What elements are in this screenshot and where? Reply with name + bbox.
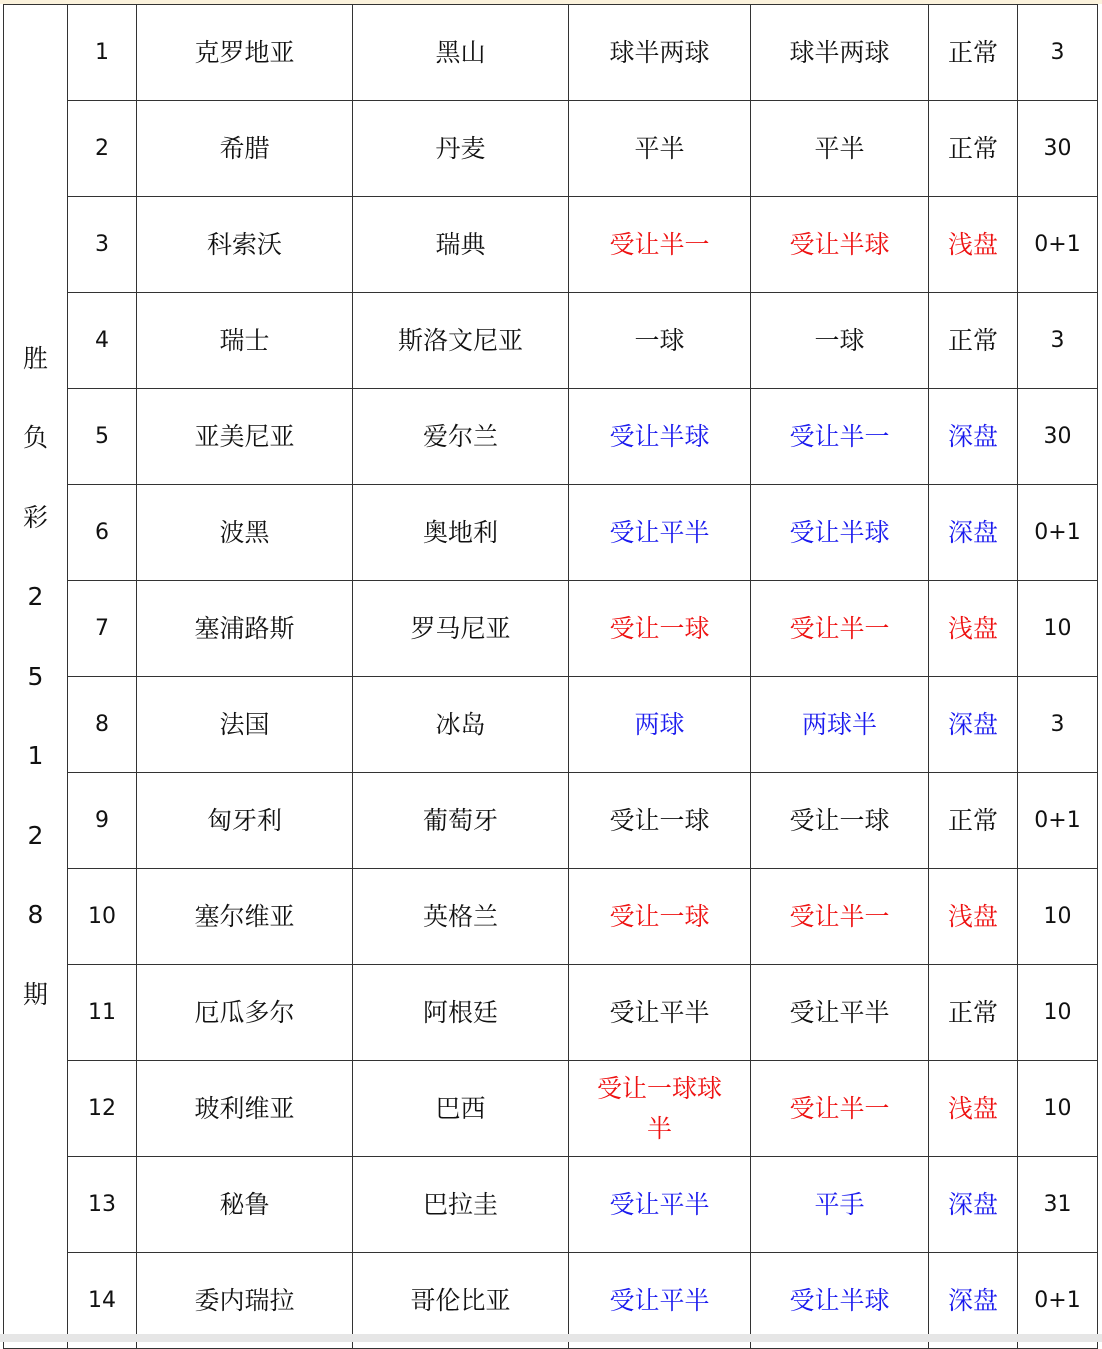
table-row [4,293,1098,389]
result-code-cell: 3 [1018,5,1098,101]
handicap-depth-cell: 深盘 [929,1157,1018,1253]
handicap-line-cell: 平半 [569,101,751,197]
handicap-line-cell: 受让平半 [569,1253,751,1349]
handicap-line-cell: 受让半球 [751,1253,929,1349]
result-code-cell: 0+1 [1018,485,1098,581]
handicap-line-cell: 球半两球 [751,5,929,101]
handicap-line-cell: 受让平半 [751,965,929,1061]
table-row [4,5,1098,101]
result-code-cell: 10 [1018,965,1098,1061]
result-code-cell: 0+1 [1018,197,1098,293]
issue-label-char: 彩 [22,502,48,532]
issue-label-char: 胜 [22,343,48,373]
handicap-depth-cell: 浅盘 [929,197,1018,293]
result-code-cell: 10 [1018,581,1098,677]
handicap-depth-cell: 深盘 [929,677,1018,773]
home-team-cell: 希腊 [137,101,353,197]
result-code-cell: 30 [1018,101,1098,197]
match-number-cell: 8 [68,677,137,773]
handicap-depth-cell: 正常 [929,773,1018,869]
result-code-cell: 30 [1018,389,1098,485]
home-team-cell: 波黑 [137,485,353,581]
handicap-depth-cell: 正常 [929,965,1018,1061]
result-code-cell: 31 [1018,1157,1098,1253]
handicap-line-cell: 受让半一 [751,1061,929,1157]
handicap-line-cell: 受让平半 [569,485,751,581]
table-row [4,677,1098,773]
handicap-line-cell: 受让半一 [569,197,751,293]
match-number-cell: 12 [68,1061,137,1157]
home-team-cell: 科索沃 [137,197,353,293]
match-number-cell: 7 [68,581,137,677]
home-team-cell: 委内瑞拉 [137,1253,353,1349]
handicap-line-cell: 受让一球 [569,869,751,965]
home-team-cell: 瑞士 [137,293,353,389]
match-table [3,4,1098,1349]
table-row [4,965,1098,1061]
table-row [4,773,1098,869]
home-team-cell: 克罗地亚 [137,5,353,101]
match-number-cell: 9 [68,773,137,869]
handicap-depth-cell: 正常 [929,101,1018,197]
handicap-line-cell: 受让半球 [569,389,751,485]
result-code-cell: 3 [1018,293,1098,389]
away-team-cell: 黑山 [353,5,569,101]
handicap-line-cell: 两球 [569,677,751,773]
home-team-cell: 厄瓜多尔 [137,965,353,1061]
home-team-cell: 秘鲁 [137,1157,353,1253]
handicap-depth-cell: 浅盘 [929,869,1018,965]
issue-label-char: 2 [27,820,44,850]
issue-label-char: 期 [22,979,48,1009]
handicap-line-cell: 一球 [751,293,929,389]
table-row [4,869,1098,965]
issue-label-char: 1 [27,741,44,771]
home-team-cell: 匈牙利 [137,773,353,869]
handicap-line-cell: 受让一球球半 [569,1061,751,1157]
match-number-cell: 14 [68,1253,137,1349]
away-team-cell: 丹麦 [353,101,569,197]
handicap-line-cell: 受让平半 [569,965,751,1061]
away-team-cell: 瑞典 [353,197,569,293]
result-code-cell: 0+1 [1018,1253,1098,1349]
away-team-cell: 阿根廷 [353,965,569,1061]
table-row [4,101,1098,197]
handicap-line-cell: 一球 [569,293,751,389]
away-team-cell: 巴拉圭 [353,1157,569,1253]
result-code-cell: 10 [1018,1061,1098,1157]
away-team-cell: 罗马尼亚 [353,581,569,677]
issue-label-char: 负 [22,423,48,453]
handicap-line-cell: 受让半一 [751,869,929,965]
table-row [4,389,1098,485]
result-code-cell: 0+1 [1018,773,1098,869]
issue-label [4,5,68,1349]
away-team-cell: 哥伦比亚 [353,1253,569,1349]
handicap-line-cell: 受让一球 [569,581,751,677]
match-number-cell: 2 [68,101,137,197]
handicap-depth-cell: 浅盘 [929,581,1018,677]
away-team-cell: 冰岛 [353,677,569,773]
handicap-line-cell: 受让平半 [569,1157,751,1253]
away-team-cell: 奥地利 [353,485,569,581]
table-row [4,197,1098,293]
home-team-cell: 亚美尼亚 [137,389,353,485]
table-row [4,581,1098,677]
match-number-cell: 10 [68,869,137,965]
handicap-line-cell: 受让半球 [751,485,929,581]
table-row [4,1061,1098,1157]
bottom-edge [0,1334,1102,1342]
handicap-depth-cell: 深盘 [929,389,1018,485]
match-number-cell: 11 [68,965,137,1061]
home-team-cell: 塞浦路斯 [137,581,353,677]
match-number-cell: 6 [68,485,137,581]
issue-label-char: 5 [27,661,44,691]
handicap-line-cell: 受让半一 [751,389,929,485]
result-code-cell: 10 [1018,869,1098,965]
away-team-cell: 英格兰 [353,869,569,965]
table-row [4,485,1098,581]
handicap-line-cell: 受让半一 [751,581,929,677]
handicap-depth-cell: 正常 [929,5,1018,101]
away-team-cell: 爱尔兰 [353,389,569,485]
match-number-cell: 5 [68,389,137,485]
handicap-depth-cell: 浅盘 [929,1061,1018,1157]
away-team-cell: 葡萄牙 [353,773,569,869]
handicap-depth-cell: 正常 [929,293,1018,389]
issue-label-char: 8 [27,900,44,930]
handicap-depth-cell: 深盘 [929,485,1018,581]
handicap-line-cell: 受让一球 [751,773,929,869]
home-team-cell: 法国 [137,677,353,773]
match-number-cell: 3 [68,197,137,293]
match-number-cell: 1 [68,5,137,101]
handicap-line-cell: 受让一球 [569,773,751,869]
match-number-cell: 13 [68,1157,137,1253]
handicap-depth-cell: 深盘 [929,1253,1018,1349]
issue-label-char: 2 [27,582,44,612]
home-team-cell: 塞尔维亚 [137,869,353,965]
away-team-cell: 斯洛文尼亚 [353,293,569,389]
match-number-cell: 4 [68,293,137,389]
handicap-line-cell: 平半 [751,101,929,197]
handicap-line-cell: 平手 [751,1157,929,1253]
handicap-line-cell: 球半两球 [569,5,751,101]
handicap-line-cell: 两球半 [751,677,929,773]
home-team-cell: 玻利维亚 [137,1061,353,1157]
result-code-cell: 3 [1018,677,1098,773]
table-row [4,1157,1098,1253]
away-team-cell: 巴西 [353,1061,569,1157]
handicap-line-cell: 受让半球 [751,197,929,293]
